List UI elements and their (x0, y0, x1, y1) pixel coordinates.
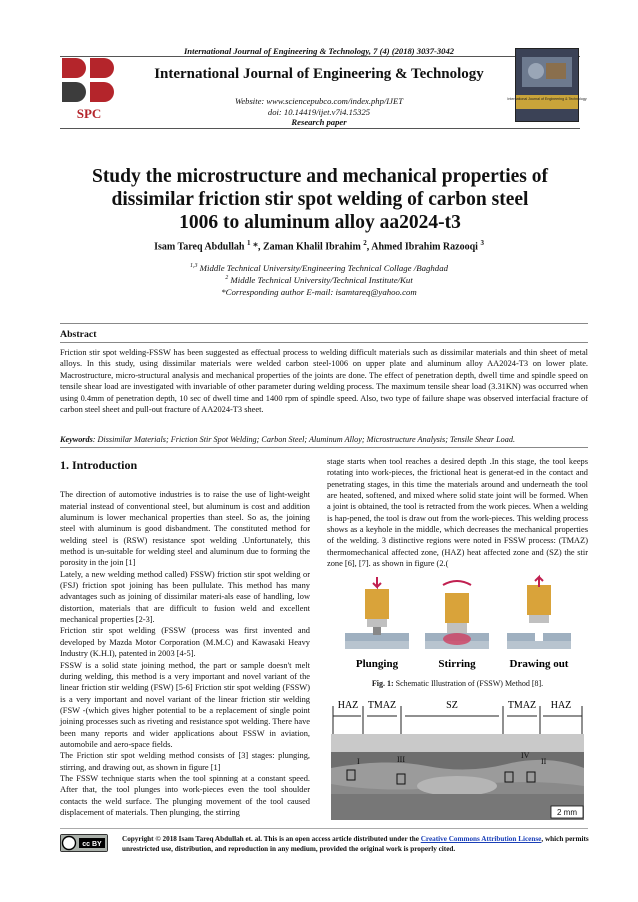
keywords (60, 435, 588, 444)
header-rule-top (60, 56, 580, 57)
stage-label: Plunging (355, 658, 399, 671)
right-column (327, 456, 588, 822)
journal-title: International Journal of Engineering & Technology (154, 66, 484, 82)
caption-text: Schematic Illustration of (FSSW) Method [8]. (393, 679, 544, 689)
abstract-rule-top (60, 323, 588, 324)
doi[interactable]: doi: 10.14419/ijet.v7i4.15325 (267, 107, 371, 117)
paragraph: The direction of automotive industries is to raise the use of light-weight material instead of conventional steel, but aluminum is cost and addition aluminum is lower mechanical properties than steel. So as, the joining steel with aluminum is good disbandment. The constituted method for welding steel is (RSW) resistance spot welding .Unfortunately, this method is un-suitable for welding steel and aluminum due to forming the porosity in the join [1] (60, 490, 310, 568)
region-label: IV (521, 750, 530, 760)
paragraph: Lately, a new welding method called) FSSW) friction stir spot welding or (FSJ) friction spot joining has been pullulate. This method has many advantages such as joining of dissimilar materi-als ease of handling, low distortion, materials that are difficult to fusion weld and excellent mechanical properties [2-3]. (60, 569, 310, 625)
copyright-text-end: , which permits unrestricted use, distribution, and reproduction in any medium, provided the original work is properly cited. (122, 835, 589, 853)
header-rule-bottom (60, 128, 580, 129)
keywords-label: Keywords (60, 435, 93, 444)
author-separator: , (366, 241, 372, 253)
author-superscript: 2 (363, 239, 367, 247)
region-label: II (541, 756, 547, 766)
author-superscript: 1 (246, 239, 251, 247)
title-line: Study the microstructure and mechanical properties of (91, 166, 549, 187)
corresponding-author (0, 287, 638, 297)
caption-label: Fig. 1: (371, 679, 394, 689)
affiliation (0, 275, 638, 285)
abstract-rule (60, 342, 588, 343)
abstract-body: Friction stir spot welding-FSSW has been suggested as effectual process to welding difficult materials such as dissimilar materials and thin sheet of metal alloys. In this study, using dissimilar materials were welded carbon steel-1006 on upper plate and aluminum alloy AA2024-T3 on lower plate. Macrostructure, micro-structural analysis and mechanical properties of the joints are done. The effect of penetration depth, dwell time and spindle speed on tensile shear load are investigated with invariable of other parameter during welding process. The maximum tensile shear load (3.31KN) was occurred when using 0.4mm of penetration depth, 10 sec of dwell time and 1400 rpm of spindle speed. Also, two type of failure shape was observed interfacial fracture of carbon steel sheet and pull-out fracture of AA2024-T3 sheet. (60, 348, 588, 415)
keywords-text: : Dissimilar Materials; Friction Stir Spot Welding; Carbon Steel; Aluminum Alloy; Microstructure Analysis; Tensile Shear Load. (92, 435, 515, 444)
figure-1-caption (327, 678, 588, 689)
figure-1-schematic (327, 575, 588, 677)
zone-label: TMAZ (367, 699, 397, 711)
paper-title (60, 165, 580, 234)
footer-rule (60, 828, 588, 829)
zone-label: HAZ (550, 699, 572, 711)
figure-2-macrostructure (327, 694, 588, 822)
cc-by-license-icon[interactable] (60, 834, 108, 852)
logo-text: SPC (76, 106, 102, 121)
copyright-text: Copyright © 2018 Isam Tareq Abdullah et. al. This is an open access article distributed under the (122, 835, 421, 843)
author-superscript: 3 (480, 239, 484, 247)
affiliation-superscript: 1,3 (189, 263, 198, 270)
journal-citation-line: International Journal of Engineering & Technology, 7 (4) (2018) 3037-3042 (183, 46, 455, 56)
section-heading: 1. Introduction (60, 458, 138, 472)
affiliation-text: *Corresponding author E-mail: isamtareq@yahoo.com (221, 287, 417, 297)
paragraph: The FSSW technique starts when the tool spinning at a constant speed. After that, the tool plunges into work-pieces even the tool shoulder contacts the weld surface. The plunging movement of the tool caused displacement of materials. Then plunging, the stirring (60, 773, 310, 817)
journal-website[interactable]: Website: www.sciencepubco.com/index.php/IJET (234, 96, 403, 106)
scale-bar-label: 2 mm (557, 807, 577, 817)
paragraph: Friction stir spot welding (FSSW (process was first invented and developed by Mazda Motor Corporation (M.M.C) and Kawasaki Heavy Industry (K.H.I), patented in 2003 [4-5]. (60, 626, 310, 659)
left-column (60, 456, 310, 818)
paper-type: Research paper (291, 117, 347, 127)
title-line: 1006 to aluminum alloy aa2024-t3 (179, 212, 461, 233)
paragraph: stage starts when tool reaches a desired depth .In this stage, the tool keeps rotating into work-pieces, the frictional heat is generat-ed in the contact and penetrating stages, in this time the materials around and underneath the tool are heated, softened, and mixed where solid state joint will be formed. When a joint is obtained, the tool is retracted from the work pieces. When a welding is hap-pened, the tool is draw out from the work-pieces. This welding process shows as a keyhole in the middle, which decreases the mechanical properties of the welding. 3 distinctive regions were noted in FSSW process: (TMAZ) thermomechanical affected zone, (HAZ) heat affected zone and (SZ) the stir zone [6], [7]. as shown in figure (2.( (327, 457, 588, 569)
affiliation-superscript: 2 (225, 275, 229, 282)
affiliation-text: Middle Technical University/Engineering Technical Collage /Baghdad (197, 263, 448, 273)
stage-label: Stirring (438, 658, 476, 671)
corresponding-mark: * (250, 241, 258, 253)
stage-label: Drawing out (509, 658, 569, 671)
zone-label: TMAZ (507, 699, 537, 711)
license-link[interactable]: Creative Commons Attribution License (420, 835, 542, 843)
affiliation (0, 263, 638, 273)
region-label: III (397, 754, 405, 764)
paragraph: FSSW is a solid state joining method, the part or sample doesn't melt during welding, this method is a very important and novel variant of the linear friction stir welding (FSW) [5-6] Friction stir spot welding (FSSW) is a very important and novel variant of the linear friction stir welding (FSW -(which gives higher potential to be a replacement of single point joining processes such as riveting and resistance spot welding. There have been many reports and wider applications about FSSW in aviation, automobile and aero-space fields. (60, 660, 310, 749)
region-label: I (357, 756, 360, 766)
author-list (0, 239, 638, 252)
cc-text: cc BY (82, 841, 102, 848)
author-name: Zaman Khalil Ibrahim (262, 241, 361, 253)
zone-label: SZ (446, 699, 458, 711)
cover-title-text: International Journal of Engineering & Technology (507, 97, 587, 101)
paragraph: The Friction stir spot welding method consists of [3] stages: plunging, stirring, and drawing out, as shown in figure [1] (60, 751, 310, 772)
author-name: Isam Tareq Abdullah (154, 241, 245, 253)
author-name: Ahmed Ibrahim Razooqi (371, 241, 478, 253)
author-separator: , (257, 241, 263, 253)
zone-label: HAZ (337, 699, 359, 711)
title-line: dissimilar friction stir spot welding of carbon steel (111, 189, 529, 210)
copyright-notice (122, 834, 592, 854)
abstract-heading: Abstract (60, 329, 97, 340)
affiliation-text: Middle Technical University/Technical Institute/Kut (228, 275, 413, 285)
keywords-rule (60, 447, 588, 448)
